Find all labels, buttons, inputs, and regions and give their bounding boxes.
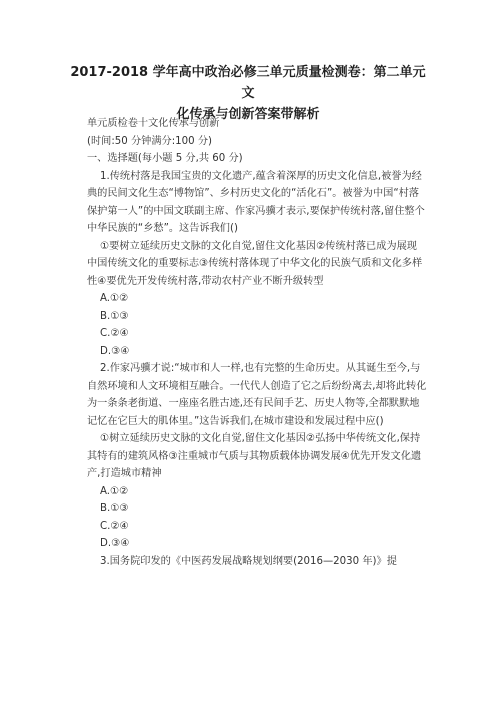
question-2-statements: ①树立延续历史文脉的文化自觉,留住文化基因②弘扬中华传统文化,保持其特有的建筑风格③注重城市气质与其物质载体协调发展④优先开发文化遗产,打造城市精神 [87, 433, 422, 479]
question-2-option-c: C.②④ [100, 520, 129, 532]
question-1-option-a: A.①② [100, 293, 129, 304]
document-body [87, 115, 427, 570]
time-score: (时间:50 分钟满分:100 分) [87, 135, 213, 147]
question-2-option-d: D.③④ [100, 538, 130, 549]
section-heading: 一、选择题(每小题 5 分,共 60 分) [87, 153, 243, 164]
question-1-statements: ①要树立延续历史文脉的文化自觉,留住文化基因②传统村落已成为展现中国传统文化的重要标志③传统村落体现了中华文化的民族气质和文化多样性④要优先开发传统村落,带动农村产业不断升级转型 [87, 240, 423, 287]
question-2-option-b: B.①③ [100, 503, 129, 514]
question-3-stem: 3.国务院印发的《中医药发展战略规划纲要(2016—2030 年)》提 [100, 555, 397, 567]
title-line: 化传承与创新答案带解析 [176, 107, 320, 122]
question-2-stem: 2.作家冯骥才说:“城市和人一样,也有完整的生命历史。从其诞生至今,与自然环境和人文环境相互融合。一代代人创造了它之后纷纷离去,却将此转化为一条条老街道、一座座名胜古迹,还有民间手艺、历史人物等,全都默默地记忆在它巨大的肌体里。”这告诉我们,在城市建设和发展过程中应() [87, 363, 427, 427]
question-1-option-c: C.②④ [100, 328, 129, 339]
question-1-option-d: D.③④ [100, 345, 130, 357]
question-2-option-a: A.①② [100, 485, 129, 497]
question-1-stem: 1.传统村落是我国宝贵的文化遗产,蕴含着深厚的历史文化信息,被誉为经典的民间文化生态“博物馆”、乡村历史文化的“活化石”。被誉为中国“村落保护第一人”的中国文联副主席、作家冯骥才表示,要保护传统村落,留住整个中华民族的“乡愁”。这告诉我们() [87, 170, 425, 234]
title-line: 2017-2018 学年高中政治必修三单元质量检测卷：第二单元文 [70, 65, 426, 101]
question-1-option-b: B.①③ [100, 310, 129, 322]
unit-subtitle: 单元质检卷十文化传承与创新 [87, 118, 220, 129]
